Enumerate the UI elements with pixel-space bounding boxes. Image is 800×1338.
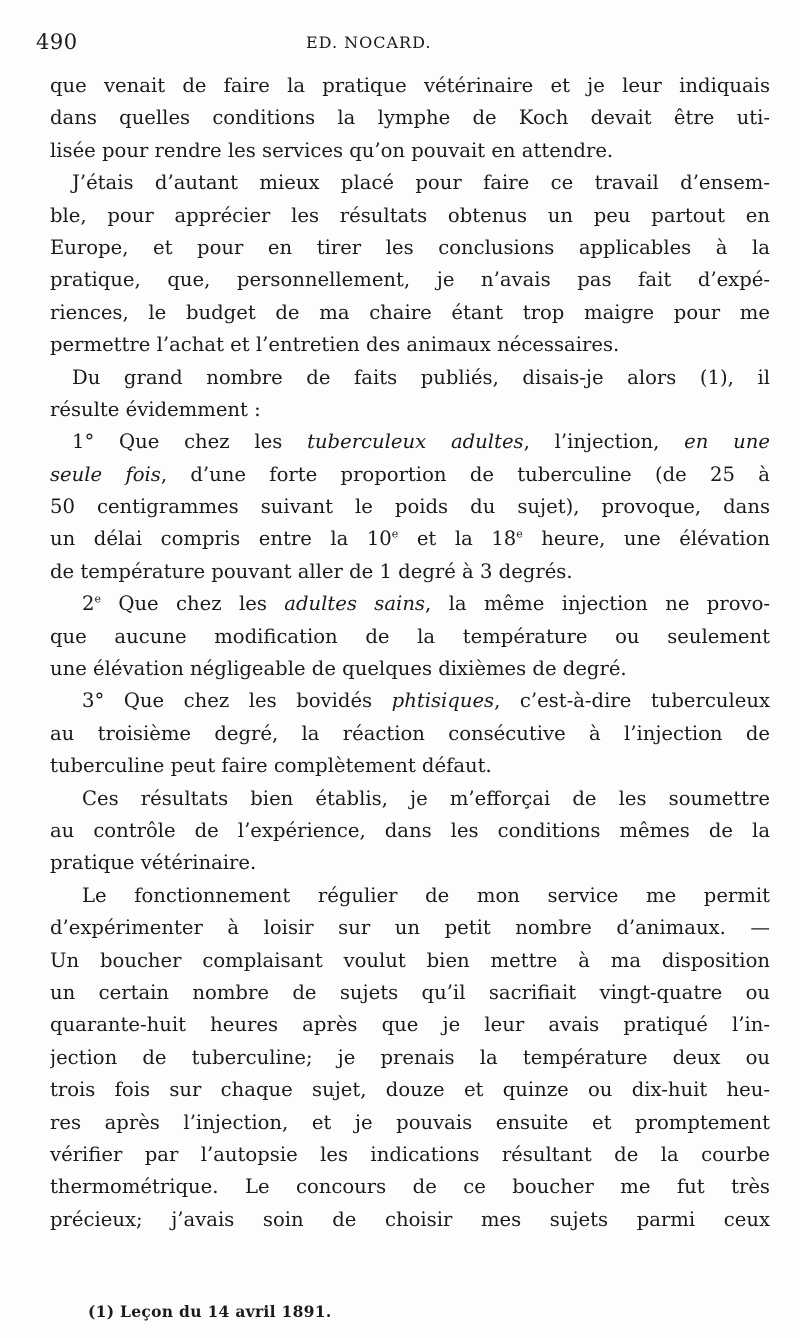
superscript: e (516, 527, 523, 541)
text-line: précieux; j’avais soin de choisir mes sujets parmi ceux (50, 1207, 770, 1231)
text-run: heure, une élévation (522, 527, 770, 551)
running-head: ED. NOCARD. (306, 33, 432, 52)
text-line: au troisième degré, la réaction consécutive à l’injection de (50, 721, 770, 745)
text-line: riences, le budget de ma chaire étant trop maigre pour me (50, 300, 770, 324)
text-line: quarante-huit heures après que je leur avais pratiqué l’in- (50, 1013, 770, 1037)
text-run: , d’une forte proportion de tuberculine (de 25 à (160, 462, 770, 486)
text-line: J’étais d’autant mieux placé pour faire ce travail d’ensem- (72, 171, 770, 195)
text-line: trois fois sur chaque sujet, douze et quinze ou dix-huit heu- (50, 1078, 770, 1102)
superscript: e (391, 527, 399, 541)
text-run: un délai compris entre la 10 (50, 527, 392, 551)
text-line: résulte évidemment : (50, 397, 261, 421)
text-run: , l’injection, (523, 430, 685, 454)
text-line: lisée pour rendre les services qu’on pouvait en attendre. (50, 138, 614, 162)
text-line (50, 685, 770, 717)
italic-run: seule fois (50, 462, 161, 486)
superscript: e (94, 592, 101, 606)
text-line: pratique vétérinaire. (50, 851, 257, 875)
text-line: pratique, que, personnellement, je n’avais pas fait d’expé- (50, 268, 770, 292)
text-run: Que chez les (100, 592, 285, 616)
text-line: tuberculine peut faire complètement défaut. (50, 754, 492, 778)
text-run: 2 (82, 592, 95, 616)
text-line: de température pouvant aller de 1 degré à 3 degrés. (50, 559, 573, 583)
text-line: vérifier par l’autopsie les indications résultant de la courbe (50, 1142, 770, 1166)
text-line: une élévation négligeable de quelques dixièmes de degré. (50, 657, 627, 681)
text-line (50, 459, 770, 491)
text-run: et la 18 (398, 527, 517, 551)
body-text (50, 70, 770, 1236)
footnote: (1) Leçon du 14 avril 1891. (88, 1302, 332, 1321)
text-line: ble, pour apprécier les résultats obtenus un peu partout en (50, 203, 770, 227)
text-line (50, 523, 770, 555)
text-line: dans quelles conditions la lymphe de Koch devait être uti- (50, 106, 770, 130)
text-line: que aucune modification de la température ou seulement (50, 624, 770, 648)
italic-run: tuberculeux adultes (307, 430, 524, 454)
text-run: 1° Que chez les (72, 430, 308, 454)
text-run: , la même injection ne provo- (425, 592, 770, 616)
text-run: , c’est-à-dire tuberculeux (494, 689, 770, 713)
text-line: res après l’injection, et je pouvais ensuite et promptement (50, 1110, 770, 1134)
text-line: Europe, et pour en tirer les conclusions applicables à la (50, 235, 770, 259)
italic-run: phtisiques (391, 689, 495, 713)
text-line: Le fonctionnement régulier de mon service me permit (82, 883, 770, 907)
text-line: Du grand nombre de faits publiés, disais-je alors (1), il (72, 365, 770, 389)
text-line: Un boucher complaisant voulut bien mettre à ma disposition (50, 948, 770, 972)
page-header (36, 30, 760, 60)
text-line (50, 588, 770, 620)
italic-run: adultes sains (284, 592, 425, 616)
italic-run: en une (684, 430, 770, 454)
text-line: 50 centigrammes suivant le poids du sujet), provoque, dans (50, 495, 770, 519)
text-line: que venait de faire la pratique vétérinaire et je leur indiquais (50, 74, 770, 97)
text-line: thermométrique. Le concours de ce boucher me fut très (50, 1175, 770, 1199)
text-run: 3° Que chez les bovidés (82, 689, 392, 713)
text-line: un certain nombre de sujets qu’il sacrifiait vingt-quatre ou (50, 980, 770, 1004)
text-line: Ces résultats bien établis, je m’efforçai de les soumettre (82, 786, 770, 810)
text-line: jection de tuberculine; je prenais la température deux ou (50, 1045, 770, 1069)
page-number: 490 (36, 30, 78, 54)
text-line: permettre l’achat et l’entretien des animaux nécessaires. (50, 333, 620, 357)
text-line: au contrôle de l’expérience, dans les conditions mêmes de la (50, 818, 770, 842)
text-line: d’expérimenter à loisir sur un petit nombre d’animaux. — (50, 916, 770, 940)
text-line (50, 426, 770, 458)
